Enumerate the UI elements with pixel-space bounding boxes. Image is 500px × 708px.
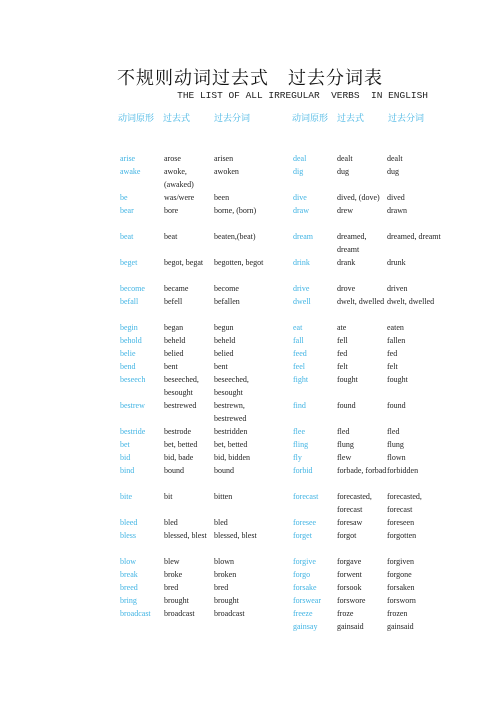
verb-base: beget <box>120 258 138 267</box>
verb-participle: foreseen <box>387 518 415 527</box>
verb-past: forgot <box>337 531 357 540</box>
verb-participle: beheld <box>214 336 236 345</box>
verb-participle: beaten,(beat) <box>214 232 256 241</box>
verb-participle: forsaken <box>387 583 415 592</box>
verb-participle: begotten, begot <box>214 258 264 267</box>
verb-past: began <box>164 323 184 332</box>
verb-past: broadcast <box>164 609 195 618</box>
verb-participle: bet, betted <box>214 440 248 449</box>
verb-past: forswore <box>337 596 366 605</box>
verb-participle: driven <box>387 284 408 293</box>
verb-base: broadcast <box>120 609 151 618</box>
verb-base: beseech <box>120 375 146 384</box>
verb-participle: forgotten <box>387 531 417 540</box>
verb-past: brought <box>164 596 189 605</box>
verb-participle: dreamed, dreamt <box>387 232 441 241</box>
verb-past: flung <box>337 440 354 449</box>
verb-participle: felt <box>387 362 398 371</box>
verb-base: awake <box>120 167 141 176</box>
verb-past: fell <box>337 336 348 345</box>
verb-base: bear <box>120 206 134 215</box>
verb-participle: blown <box>214 557 234 566</box>
verb-base: bite <box>120 492 132 501</box>
verb-past: begot, begat <box>164 258 204 267</box>
verb-participle: been <box>214 193 230 202</box>
verb-participle: blessed, blest <box>214 531 257 540</box>
verb-past: awoke,(awaked) <box>164 167 194 189</box>
verb-base: bring <box>120 596 137 605</box>
verb-base: become <box>120 284 145 293</box>
header-participle-left: 过去分词 <box>214 114 251 124</box>
verb-past: felt <box>337 362 348 371</box>
verb-participle: bestridden <box>214 427 248 436</box>
verb-past: ate <box>337 323 347 332</box>
verb-past: forecasted, forecast <box>337 492 372 514</box>
header-base-left: 动词原形 <box>118 114 155 124</box>
verb-past: forgave <box>337 557 362 566</box>
verb-participle: awoken <box>214 167 239 176</box>
verb-base: beat <box>120 232 134 241</box>
verb-past: became <box>164 284 189 293</box>
verb-past: bred <box>164 583 179 592</box>
header-past-right: 过去式 <box>337 114 365 124</box>
verb-base: bleed <box>120 518 138 527</box>
verb-base: forbid <box>293 466 313 475</box>
verb-past: belied <box>164 349 184 358</box>
verb-past: drove <box>337 284 356 293</box>
verb-participle: forgone <box>387 570 412 579</box>
verb-participle: forsworn <box>387 596 416 605</box>
verb-past: dealt <box>337 154 353 163</box>
verb-base: breed <box>120 583 138 592</box>
verb-base: find <box>293 401 306 410</box>
verb-past: bit <box>164 492 173 501</box>
verb-past: befell <box>164 297 183 306</box>
verb-participle: begun <box>214 323 234 332</box>
verb-participle: borne, (born) <box>214 206 257 215</box>
verb-participle: fought <box>387 375 408 384</box>
verb-base: bend <box>120 362 136 371</box>
verb-past: forbade, forbad <box>337 466 387 475</box>
verb-base: bid <box>120 453 131 462</box>
verb-base: dwell <box>293 297 311 306</box>
verb-participle: drunk <box>387 258 406 267</box>
verb-past: beseeched, besought <box>164 375 199 397</box>
verb-past: dwelt, dwelled <box>337 297 385 306</box>
verb-participle: dug <box>387 167 399 176</box>
page-title: 不规则动词过去式 过去分词表 <box>117 68 383 89</box>
verb-base: bind <box>120 466 135 475</box>
verb-participle: dealt <box>387 154 403 163</box>
verb-participle: bled <box>214 518 228 527</box>
verb-participle: flown <box>387 453 406 462</box>
verb-base: bestrew <box>120 401 145 410</box>
verb-base: dive <box>293 193 307 202</box>
verb-past: blessed, blest <box>164 531 207 540</box>
verb-past: beheld <box>164 336 186 345</box>
verb-past: dived, (dove) <box>337 193 380 202</box>
verb-base: forswear <box>293 596 321 605</box>
verb-base: forget <box>293 531 312 540</box>
verb-participle: dived <box>387 193 405 202</box>
verb-base: flee <box>293 427 305 436</box>
verb-participle: frozen <box>387 609 408 618</box>
verb-base: feel <box>293 362 305 371</box>
verb-base: fling <box>293 440 309 449</box>
verb-base: feed <box>293 349 307 358</box>
verb-participle: broadcast <box>214 609 245 618</box>
page-subtitle: THE LIST OF ALL IRREGULAR VERBS IN ENGLISH <box>177 90 428 101</box>
verb-base: fight <box>293 375 309 384</box>
verb-base: befall <box>120 297 139 306</box>
verb-base: bet <box>120 440 130 449</box>
verb-participle: broken <box>214 570 237 579</box>
verb-base: deal <box>293 154 307 163</box>
verb-participle: found <box>387 401 406 410</box>
verb-base: be <box>120 193 128 202</box>
verb-past: bestrode <box>164 427 192 436</box>
verb-participle: become <box>214 284 239 293</box>
verb-base: freeze <box>293 609 313 618</box>
verb-participle: gainsaid <box>387 622 414 631</box>
verb-past: bid, bade <box>164 453 194 462</box>
verb-past: bet, betted <box>164 440 198 449</box>
verb-participle: bound <box>214 466 234 475</box>
verb-past: broke <box>164 570 183 579</box>
verb-participle: eaten <box>387 323 404 332</box>
verb-base: eat <box>293 323 303 332</box>
verb-base: break <box>120 570 138 579</box>
verb-past: fed <box>337 349 348 358</box>
verb-base: draw <box>293 206 309 215</box>
verb-past: bestrewed <box>164 401 197 410</box>
verb-past: gainsaid <box>337 622 364 631</box>
verb-participle: flung <box>387 440 404 449</box>
verb-past: arose <box>164 154 181 163</box>
verb-participle: forecasted, forecast <box>387 492 422 514</box>
verb-base: begin <box>120 323 138 332</box>
verb-base: drive <box>293 284 310 293</box>
verb-past: forsook <box>337 583 362 592</box>
verb-base: blow <box>120 557 136 566</box>
verb-base: arise <box>120 154 136 163</box>
verb-past: forwent <box>337 570 362 579</box>
verb-base: forsake <box>293 583 317 592</box>
verb-base: forecast <box>293 492 319 501</box>
verb-base: dream <box>293 232 313 241</box>
verb-past: drank <box>337 258 356 267</box>
verb-past: was/were <box>164 193 195 202</box>
verb-base: behold <box>120 336 142 345</box>
verb-past: beat <box>164 232 178 241</box>
verb-participle: bred <box>214 583 229 592</box>
verb-past: bound <box>164 466 184 475</box>
verb-past: fought <box>337 375 358 384</box>
verb-past: drew <box>337 206 353 215</box>
verb-past: fled <box>337 427 350 436</box>
verb-base: forgo <box>293 570 311 579</box>
verb-participle: bestrewn, bestrewed <box>214 401 247 423</box>
verb-participle: forgiven <box>387 557 414 566</box>
verb-participle: bent <box>214 362 228 371</box>
verb-participle: brought <box>214 596 239 605</box>
verb-participle: beseeched, besought <box>214 375 249 397</box>
verb-past: found <box>337 401 356 410</box>
verb-past: blew <box>164 557 180 566</box>
verb-base: gainsay <box>293 622 318 631</box>
verb-participle: befallen <box>214 297 240 306</box>
verb-base: foresee <box>293 518 317 527</box>
verb-past: bore <box>164 206 179 215</box>
verb-participle: bitten <box>214 492 233 501</box>
verb-base: belie <box>120 349 136 358</box>
verb-base: dig <box>293 167 304 176</box>
verb-past: bent <box>164 362 178 371</box>
verb-participle: drawn <box>387 206 407 215</box>
verb-base: fly <box>293 453 302 462</box>
verb-participle: forbidden <box>387 466 419 475</box>
verb-participle: fed <box>387 349 398 358</box>
verb-participle: fled <box>387 427 400 436</box>
verb-past: flew <box>337 453 352 462</box>
verb-participle: arisen <box>214 154 234 163</box>
header-participle-right: 过去分词 <box>388 114 425 124</box>
verb-participle: dwelt, dwelled <box>387 297 435 306</box>
verb-past: dug <box>337 167 349 176</box>
verb-base: forgive <box>293 557 316 566</box>
verb-participle: fallen <box>387 336 406 345</box>
verb-past: bled <box>164 518 178 527</box>
verb-base: bless <box>120 531 136 540</box>
verb-past: dreamed, dreamt <box>337 232 367 254</box>
verb-past: froze <box>337 609 354 618</box>
verb-base: bestride <box>120 427 146 436</box>
header-past-left: 过去式 <box>163 114 191 124</box>
verb-base: fall <box>293 336 304 345</box>
verb-base: drink <box>293 258 310 267</box>
header-base-right: 动词原形 <box>292 114 329 124</box>
verb-participle: belied <box>214 349 234 358</box>
verb-past: foresaw <box>337 518 363 527</box>
verb-participle: bid, bidden <box>214 453 250 462</box>
